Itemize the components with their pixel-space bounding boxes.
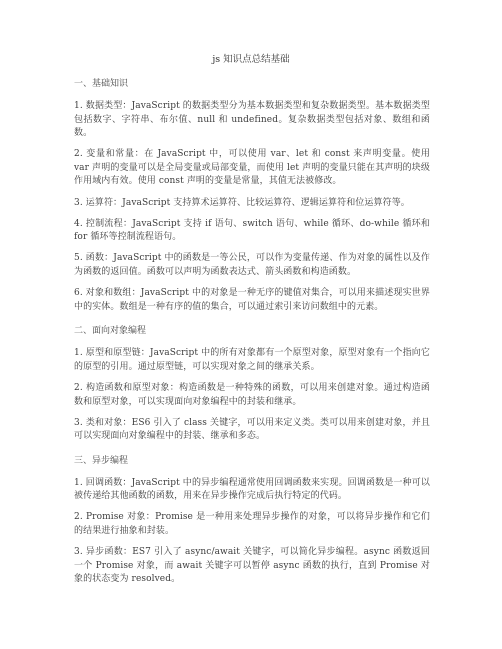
paragraph-objects-arrays: 6. 对象和数组：JavaScript 中的对象是一种无序的键值对集合，可以用来描述现实世界中的实体。数组是一种有序的值的集合，可以通过索引来访问数组中的元素。 [74,288,430,312]
document-title: js 知识点总结基础 [212,54,290,65]
paragraph-constructor-prototype: 2. 构造函数和原型对象：构造函数是一种特殊的函数，可以用来创建对象。通过构造函数和原型对象，可以实现面向对象编程中的封装和继承。 [74,382,430,407]
paragraph-classes-objects: 3. 类和对象：ES6 引入了 class 关键字，可以用来定义类。类可以用来创建对象，并且可以实现面向对象编程中的封装、继承和多态。 [74,417,430,442]
paragraph-async-functions: 3. 异步函数：ES7 引入了 async/await 关键字，可以简化异步编程。async 函数返回一个 Promise 对象，而 await 关键字可以暂停 async 函数的执行，直到 Promise 对象的状态变为 resolved。 [74,547,430,585]
paragraph-functions: 5. 函数：JavaScript 中的函数是一等公民，可以作为变量传递、作为对象的属性以及作为函数的返回值。函数可以声明为函数表达式、箭头函数和构造函数。 [74,253,430,277]
section-heading-basics: 一、基础知识 [74,79,129,89]
document-body [74,78,430,594]
paragraph-callbacks: 1. 回调函数：JavaScript 中的异步编程通常使用回调函数来实现。回调函数是一种可以被传递给其他函数的函数，用来在异步操作完成后执行特定的代码。 [74,477,430,502]
section-heading-oop: 二、面向对象编程 [74,326,147,337]
paragraph-data-types: 1. 数据类型：JavaScript 的数据类型分为基本数据类型和复杂数据类型。基本数据类型包括数字、字符串、布尔值、null 和 undefined。复杂数据类型包括对象、数组和函数。 [74,101,430,139]
paragraph-control-flow: 4. 控制流程：JavaScript 支持 if 语句、switch 语句、while 循环、do-while 循环和 for 循环等控制流程语句。 [74,218,430,243]
paragraph-operators: 3. 运算符：JavaScript 支持算术运算符、比较运算符、逻辑运算符和位运算符等。 [74,197,410,208]
paragraph-variables-constants: 2. 变量和常量：在 JavaScript 中，可以使用 var、let 和 const 来声明变量。使用 var 声明的变量可以是全局变量或局部变量，而使用 let 声明的变量只能在其声明的块级作用域内有效。使用 const 声明的变量是常量，其值无法被修改。 [74,149,430,187]
paragraph-promise: 2. Promise 对象：Promise 是一种用来处理异步操作的对象，可以将异步操作和它们的结果进行抽象和封装。 [74,512,430,537]
paragraph-prototype-chain: 1. 原型和原型链：JavaScript 中的所有对象都有一个原型对象，原型对象有一个指向它的原型的引用。通过原型链，可以实现对象之间的继承关系。 [74,348,430,372]
section-heading-async: 三、异步编程 [74,455,129,466]
